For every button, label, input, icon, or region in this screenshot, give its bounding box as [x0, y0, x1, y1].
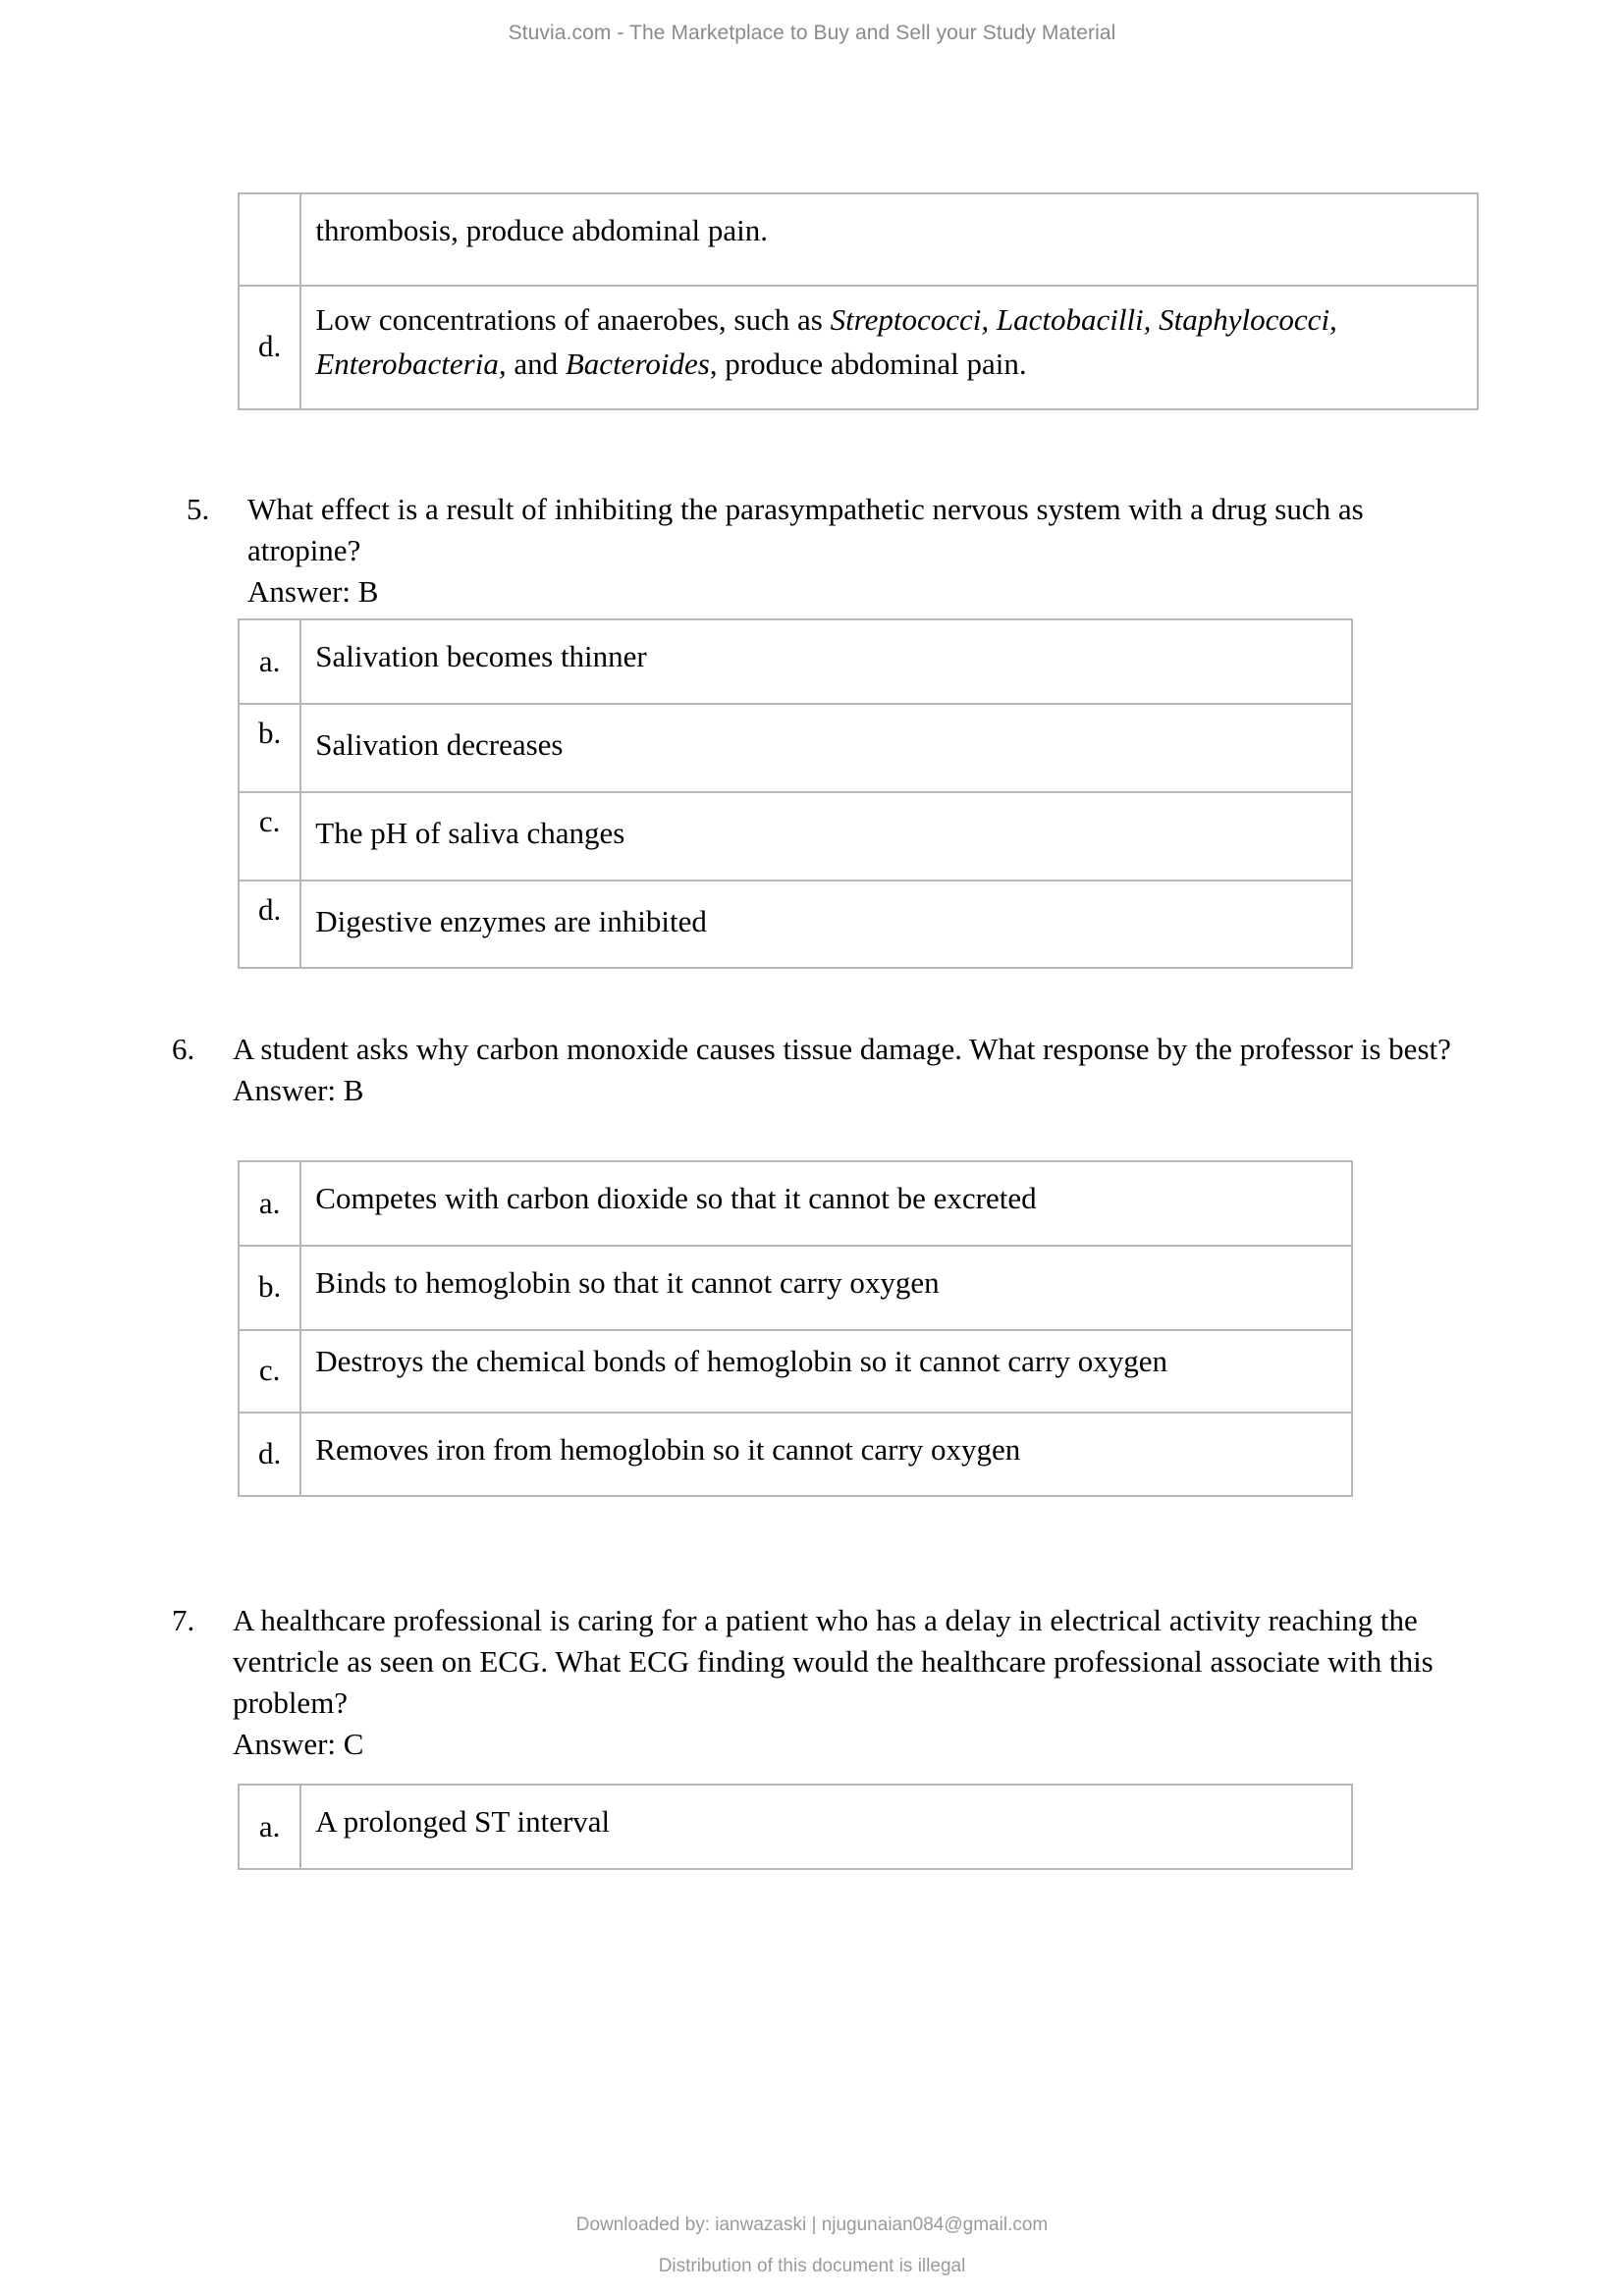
question-number: 6.	[172, 1032, 195, 1066]
site-watermark-header: Stuvia.com - The Marketplace to Buy and Sell your Study Material	[508, 22, 1116, 44]
table-row	[239, 792, 1352, 881]
footer-distribution-notice: Distribution of this document is illegal	[658, 2256, 966, 2276]
option-text: Removes iron from hemoglobin so it cannot carry oxygen	[300, 1413, 1352, 1497]
answer-key: Answer: B	[233, 1072, 364, 1107]
option-text: Binds to hemoglobin so that it cannot carry oxygen	[300, 1246, 1352, 1330]
option-text-rich: Low concentrations of anaerobes, such as Streptococci, Lactobacilli, Staphylococci, Enterobacteria, and Bacteroides, produce abdominal pain.	[300, 286, 1478, 409]
option-text: thrombosis, produce abdominal pain.	[300, 193, 1478, 286]
option-text: The pH of saliva changes	[300, 792, 1352, 881]
options-table	[238, 618, 1353, 969]
option-label: a.	[239, 619, 300, 704]
table-row	[239, 1246, 1352, 1330]
option-text: A prolonged ST interval	[300, 1785, 1352, 1869]
footer-downloaded-by: Downloaded by: ianwazaski | njugunaian084@gmail.com	[575, 2215, 1049, 2235]
option-label: a.	[239, 1785, 300, 1869]
question-text: A student asks why carbon monoxide causes tissue damage. What response by the professor is best?	[233, 1032, 1451, 1066]
options-table-7	[238, 1784, 1353, 1870]
table-row	[239, 704, 1352, 792]
table-row	[239, 1413, 1352, 1497]
option-text: Digestive enzymes are inhibited	[300, 881, 1352, 969]
option-label	[239, 193, 300, 286]
table-row	[239, 619, 1352, 704]
question-text: A healthcare professional is caring for a patient who has a delay in electrical activity reaching the ventricle as seen on ECG. What ECG finding would the healthcare professional associate with this problem?	[233, 1603, 1434, 1720]
option-label: d.	[239, 286, 300, 409]
table-row	[239, 1330, 1352, 1413]
options-table	[238, 1160, 1353, 1497]
option-text: Salivation becomes thinner	[300, 619, 1352, 704]
question-number: 5.	[187, 492, 210, 526]
option-label: d.	[239, 1413, 300, 1497]
question-text: What effect is a result of inhibiting the parasympathetic nervous system with a drug such as atropine?	[247, 492, 1364, 567]
options-table-6	[238, 1160, 1353, 1497]
table-row	[239, 1785, 1352, 1869]
option-label: a.	[239, 1161, 300, 1246]
table-row	[239, 193, 1478, 286]
table-row	[239, 286, 1478, 409]
continued-options-table	[238, 192, 1479, 410]
options-table-5	[238, 618, 1353, 969]
table-row	[239, 1161, 1352, 1246]
option-label: c.	[239, 1330, 300, 1413]
question-block-5	[187, 489, 1463, 613]
options-table	[238, 192, 1479, 410]
answer-key: Answer: B	[247, 573, 379, 609]
table-row	[239, 881, 1352, 969]
question-block-6	[172, 1029, 1478, 1111]
question-block-7	[172, 1600, 1478, 1764]
options-table	[238, 1784, 1353, 1870]
option-label: d.	[239, 881, 300, 969]
option-text: Destroys the chemical bonds of hemoglobin so it cannot carry oxygen	[300, 1330, 1352, 1413]
option-label: c.	[239, 792, 300, 881]
option-text: Competes with carbon dioxide so that it cannot be excreted	[300, 1161, 1352, 1246]
option-label: b.	[239, 1246, 300, 1330]
answer-key: Answer: C	[233, 1726, 364, 1761]
option-text: Salivation decreases	[300, 704, 1352, 792]
question-number: 7.	[172, 1603, 195, 1637]
option-label: b.	[239, 704, 300, 792]
